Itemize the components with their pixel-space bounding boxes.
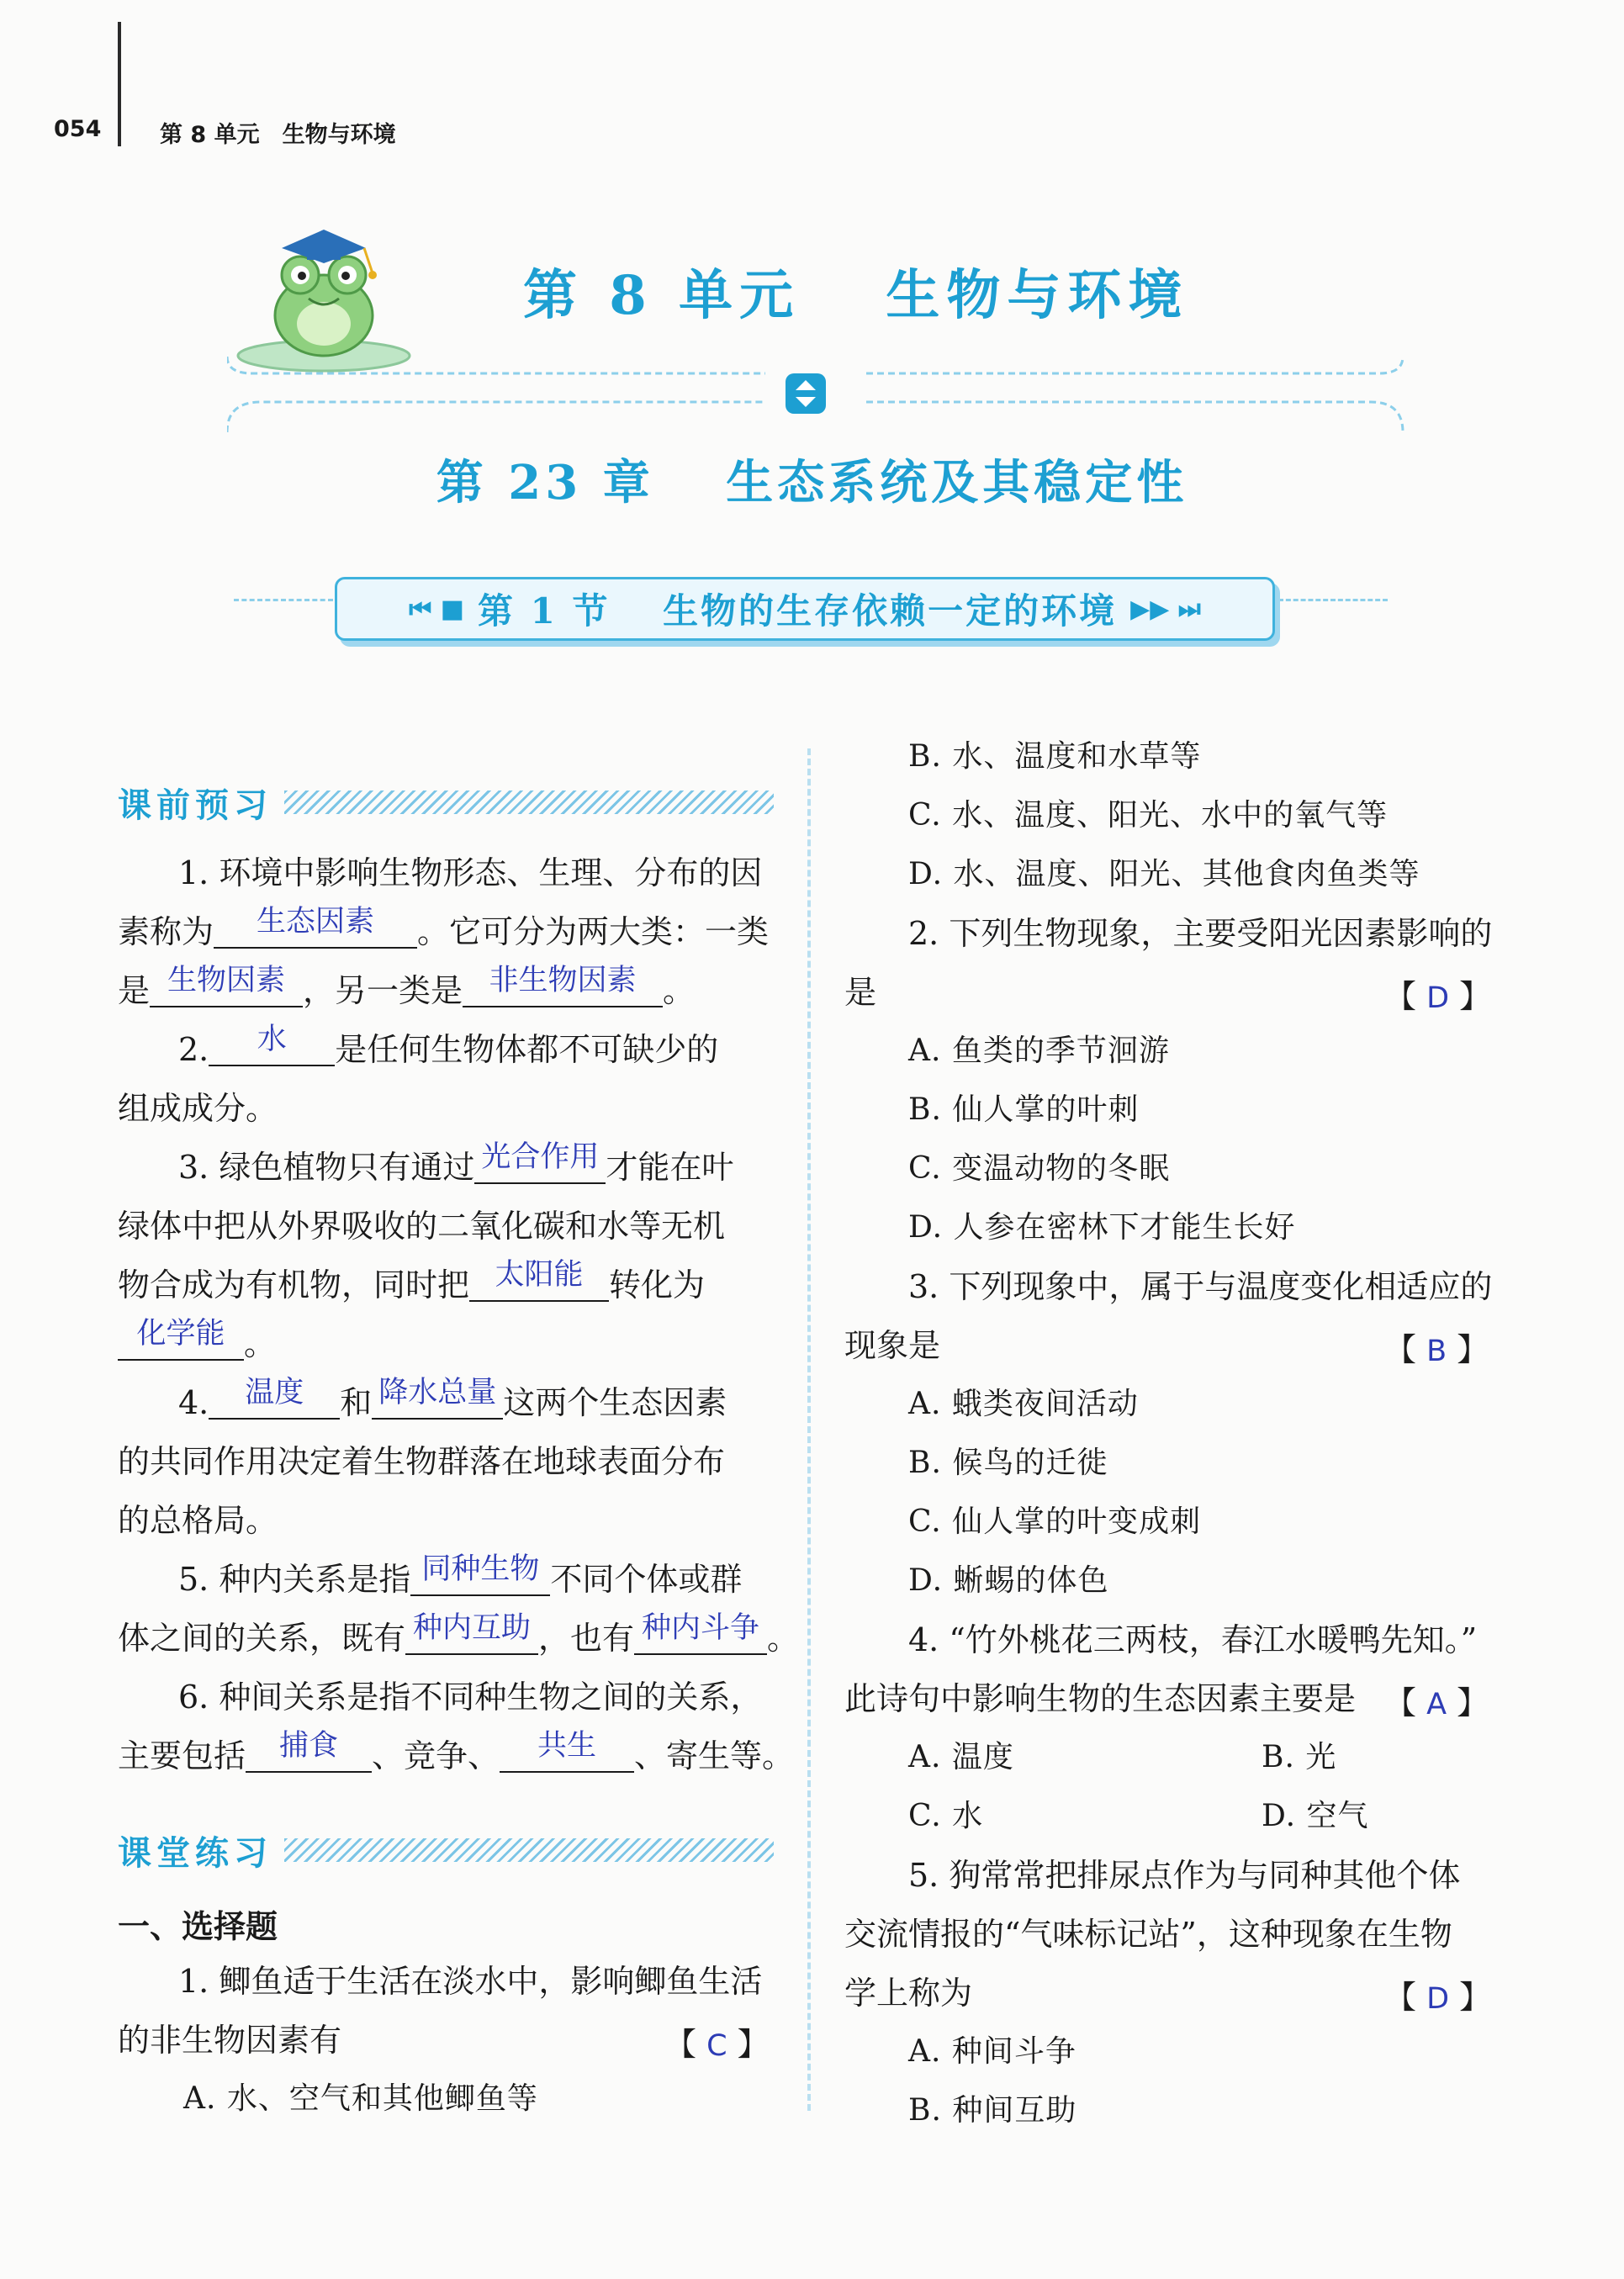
q3-line1: 3. 绿色植物只有通过 光合作用 才能在叶	[178, 1140, 734, 1186]
option: A. 鱼类的季节洄游	[908, 1034, 1170, 1068]
practice-heading: 课堂练习	[118, 1825, 774, 1875]
q3-line4: 化学能 。	[118, 1322, 276, 1366]
option: C. 水、温度、阳光、水中的氧气等	[908, 798, 1389, 833]
preview-heading: 课前预习	[118, 777, 774, 828]
q1-line3: 是 生物因素 ，另一类是 非生物因素 。	[118, 964, 696, 1009]
q2-line1: 2. 水 是任何生物体都不可缺少的	[178, 1023, 719, 1068]
section-line-left	[234, 599, 333, 601]
option: A. 蛾类夜间活动	[908, 1387, 1139, 1421]
option: D. 蜥蜴的体色	[908, 1563, 1109, 1598]
option: B. 仙人掌的叶刺	[908, 1092, 1140, 1127]
q2-line2: 组成成分。	[118, 1090, 278, 1127]
p-q3-line1: 3. 下列现象中，属于与温度变化相适应的	[908, 1268, 1493, 1305]
option: A. 温度	[908, 1740, 1014, 1774]
page-number: 054	[54, 116, 102, 142]
q6-line1: 6. 种间关系是指不同种生物之间的关系，	[178, 1679, 763, 1716]
answer-bracket: 【 D 】	[1384, 978, 1492, 1015]
answer-blank: 温度	[245, 1376, 304, 1409]
p-q1-line1: 1. 鲫鱼适于生活在淡水中，影响鲫鱼生活	[178, 1963, 763, 2000]
section-title: 第 1 节 生物的生存依赖一定的环境	[478, 590, 1118, 632]
running-title: 第 8 单元 生物与环境	[160, 122, 396, 148]
p-q5-line1: 5. 狗常常把排尿点作为与同种其他个体	[908, 1857, 1461, 1894]
answer-blank: 同种生物	[421, 1552, 540, 1586]
option: D. 人参在密林下才能生长好	[908, 1210, 1296, 1245]
option: A. 水、空气和其他鲫鱼等	[183, 2081, 538, 2116]
option: B. 水、温度和水草等	[908, 739, 1202, 774]
answer-bracket: 【 C 】	[664, 2026, 770, 2063]
answer-blank: 化学能	[136, 1317, 225, 1351]
unit-title: 第 8 单元 生物与环境	[523, 264, 1189, 327]
p-q2-line2: 是	[844, 974, 877, 1011]
answer-blank: 生态因素	[257, 905, 375, 939]
option: B. 候鸟的迁徙	[908, 1446, 1108, 1480]
option: B. 种间互助	[908, 2093, 1077, 2128]
option: B. 光	[1262, 1740, 1337, 1774]
section-line-right	[1278, 599, 1388, 601]
answer-blank: 非生物因素	[489, 964, 637, 997]
p-q1-line2: 的非生物因素有	[118, 2022, 342, 2059]
option: D. 空气	[1262, 1799, 1369, 1833]
answer-bracket: 【 B 】	[1384, 1331, 1489, 1368]
answer-blank: 降水总量	[378, 1376, 497, 1409]
answer-blank: 捕食	[279, 1729, 339, 1763]
header-rule	[118, 22, 121, 146]
q1-line1: 1. 环境中影响生物形态、生理、分布的因	[178, 854, 763, 891]
option: A. 种间斗争	[908, 2034, 1076, 2069]
frog-mascot-icon	[231, 214, 416, 374]
answer-bracket: 【 D 】	[1384, 1979, 1492, 2016]
answer-blank: 水	[257, 1023, 287, 1056]
q4-line2: 的共同作用决定着生物群落在地球表面分布	[118, 1443, 726, 1480]
q1-line2: 素称为 生态因素 。它可分为两大类：一类	[118, 905, 770, 950]
option: D. 水、温度、阳光、其他食肉鱼类等	[908, 857, 1420, 891]
q6-line2: 主要包括 捕食 、竞争、 共生 、寄生等。	[118, 1729, 795, 1774]
chapter-title: 第 23 章 生态系统及其稳定性	[436, 455, 1188, 510]
q3-line2: 绿体中把从外界吸收的二氧化碳和水等无机	[118, 1208, 726, 1245]
option: C. 水	[908, 1799, 984, 1833]
option: C. 仙人掌的叶变成刺	[908, 1504, 1202, 1539]
answer-blank: 太阳能	[495, 1258, 584, 1292]
fast-forward-icon: ▶▶ ⏭	[1130, 594, 1201, 624]
p-q4-line2: 此诗句中影响生物的生态因素主要是	[844, 1680, 1357, 1717]
p-q2-line1: 2. 下列生物现象，主要受阳光因素影响的	[908, 915, 1493, 952]
answer-blank: 共生	[537, 1729, 597, 1763]
double-chevron-icon	[784, 372, 828, 415]
answer-bracket: 【 A 】	[1384, 1684, 1489, 1721]
answer-blank: 光合作用	[481, 1140, 600, 1174]
option: C. 变温动物的冬眠	[908, 1151, 1171, 1186]
q4-line3: 的总格局。	[118, 1502, 278, 1539]
rewind-icon: ⏮ ■	[409, 594, 465, 624]
p-q5-line3: 学上称为	[844, 1975, 973, 2012]
q5-line2: 体之间的关系，既有 种内互助 ，也有 种内斗争 。	[118, 1611, 800, 1657]
q5-line1: 5. 种内关系是指 同种生物 不同个体或群	[178, 1552, 743, 1598]
q3-line3: 物合成为有机物，同时把 太阳能 转化为	[118, 1258, 706, 1303]
column-divider	[807, 748, 811, 2111]
answer-blank: 生物因素	[167, 964, 286, 997]
p-q4-line1: 4. “竹外桃花三两枝，春江水暖鸭先知。”	[908, 1621, 1478, 1658]
p-q3-line2: 现象是	[844, 1327, 941, 1364]
section-banner	[335, 577, 1275, 641]
answer-blank: 种内互助	[413, 1611, 532, 1645]
choice-subheading: 一、选择题	[118, 1908, 278, 1945]
q4-line1: 4. 温度 和 降水总量 这两个生态因素	[178, 1376, 727, 1421]
p-q5-line2: 交流情报的“气味标记站”，这种现象在生物	[844, 1916, 1452, 1953]
answer-blank: 种内斗争	[642, 1611, 760, 1645]
